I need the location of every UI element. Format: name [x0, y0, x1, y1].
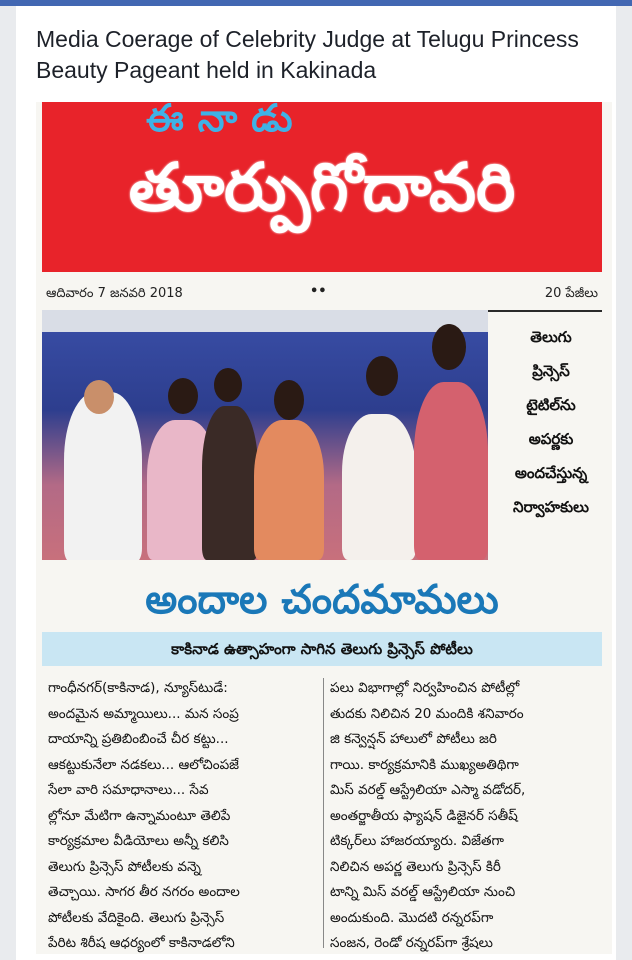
photo-head [274, 380, 304, 420]
photo-caption [496, 320, 606, 524]
caption-line: అందచేస్తున్న [514, 464, 588, 482]
caption-line: అపర్ణకు [528, 430, 574, 448]
post-card [16, 6, 616, 960]
dateline [42, 280, 602, 312]
article-headline: అందాల చందమామలు [145, 577, 499, 623]
photo-ceiling [42, 310, 488, 332]
dateline-separator: •• [310, 284, 327, 299]
photo-head [84, 380, 114, 414]
column-line: తుదకు నిలిచిన 20 మందికి శనివారం [330, 705, 524, 722]
column-line: టిక్కర్‌లు హాజరయ్యారు. విజేతగా [330, 833, 504, 849]
column-line: సేలా వారి సమాధానాలు... సేవ [48, 782, 209, 798]
photo-head [214, 368, 242, 402]
caption-line: టైటిల్‌ను [526, 396, 576, 414]
column-line: గాంధీనగర్(కాకినాడ), న్యూస్‌టుడే: [48, 680, 228, 696]
column-line: పేరిట శిరీష ఆధర్యంలో కాకినాడలోని [48, 935, 235, 951]
column-line: పలు విభాగాల్లో నిర్వహించిన పోటీల్లో [330, 680, 520, 696]
post-title: Media Coerage of Celebrity Judge at Telugu Princess Beauty Pageant held in Kakinada [36, 26, 579, 83]
column-line: జి కన్వెన్షన్ హాలులో పోటీలు జరి [330, 731, 497, 747]
photo-person-woman [254, 420, 324, 560]
article-subheadline: కాకినాడ ఉత్సాహంగా సాగిన తెలుగు ప్రిన్సెస్ పోటీలు [42, 632, 602, 666]
masthead-logo-strip [42, 102, 602, 136]
newspaper-clipping[interactable] [36, 102, 612, 954]
column-line: అంతర్జాతీయ ఫ్యాషన్ డిజైనర్ సతీష్ [330, 807, 518, 824]
column-line: దాయాన్ని ప్రతిబింబించే చీర కట్టు... [48, 731, 229, 747]
column-line: సంజన, రెండో రన్నరప్‌గా శ్రేషలు [330, 935, 493, 951]
column-line: ల్లోనూ మేటిగా ఉన్నామంటూ తెలిపే [48, 807, 231, 824]
column-line: అందుకుంది. మొదటి రన్నరప్‌గా [330, 909, 494, 926]
column-line: నిలిచిన అపర్ణ తెలుగు ప్రిన్సెస్ కిరీ [330, 858, 501, 875]
caption-line: నిర్వాహకులు [513, 498, 589, 516]
photo-person-man [64, 392, 142, 560]
caption-line: ప్రిన్సెస్ [532, 362, 570, 380]
column-line: తెలుగు ప్రిన్సెస్ పోటీలకు వన్నె [48, 858, 201, 875]
dateline-pages: 20 పేజీలు [544, 286, 598, 301]
article-column-right [330, 676, 600, 954]
column-line: కార్యక్రమాల వీడియోలు అన్నీ కలిసి [48, 833, 229, 849]
photo-person-crowner [414, 382, 488, 560]
column-line: మిస్ వరల్డ్ ఆస్ట్రేలియా ఎస్మా వడోదర్, [330, 782, 526, 798]
photo-person-winner [342, 414, 416, 560]
column-line: పోటీలకు వేదికైంది. తెలుగు ప్రిన్సెస్ [48, 909, 225, 926]
column-line: గాయి. కార్యక్రమానికి ముఖ్యఅతిథిగా [330, 756, 519, 773]
caption-line: తెలుగు [530, 328, 572, 346]
dateline-date: ఆదివారం 7 జనవరి 2018 [46, 286, 183, 301]
masthead-logo-text: ఈనాడు [146, 102, 307, 136]
column-divider [323, 678, 324, 948]
column-line: ఆకట్టుకునేలా నడకలు... ఆలోచింపజే [48, 756, 240, 773]
photo-head [168, 378, 198, 414]
newspaper-masthead [42, 102, 602, 272]
photo-head [432, 324, 466, 370]
column-line: తెచ్చాయి. సాగర తీర నగరం అందాల [48, 884, 240, 900]
article-column-left [48, 676, 318, 954]
event-photo [42, 310, 488, 560]
column-line: టాన్ని మిస్ వరల్డ్ ఆస్ట్రేలియా నుంచి [330, 884, 516, 900]
column-line: అందమైన అమ్మాయిలు... మన సంప్ర [48, 705, 239, 722]
photo-head [366, 356, 398, 396]
masthead-edition-name: తూర్పుగోదావరి [128, 149, 516, 226]
photo-person-man2 [202, 406, 258, 560]
